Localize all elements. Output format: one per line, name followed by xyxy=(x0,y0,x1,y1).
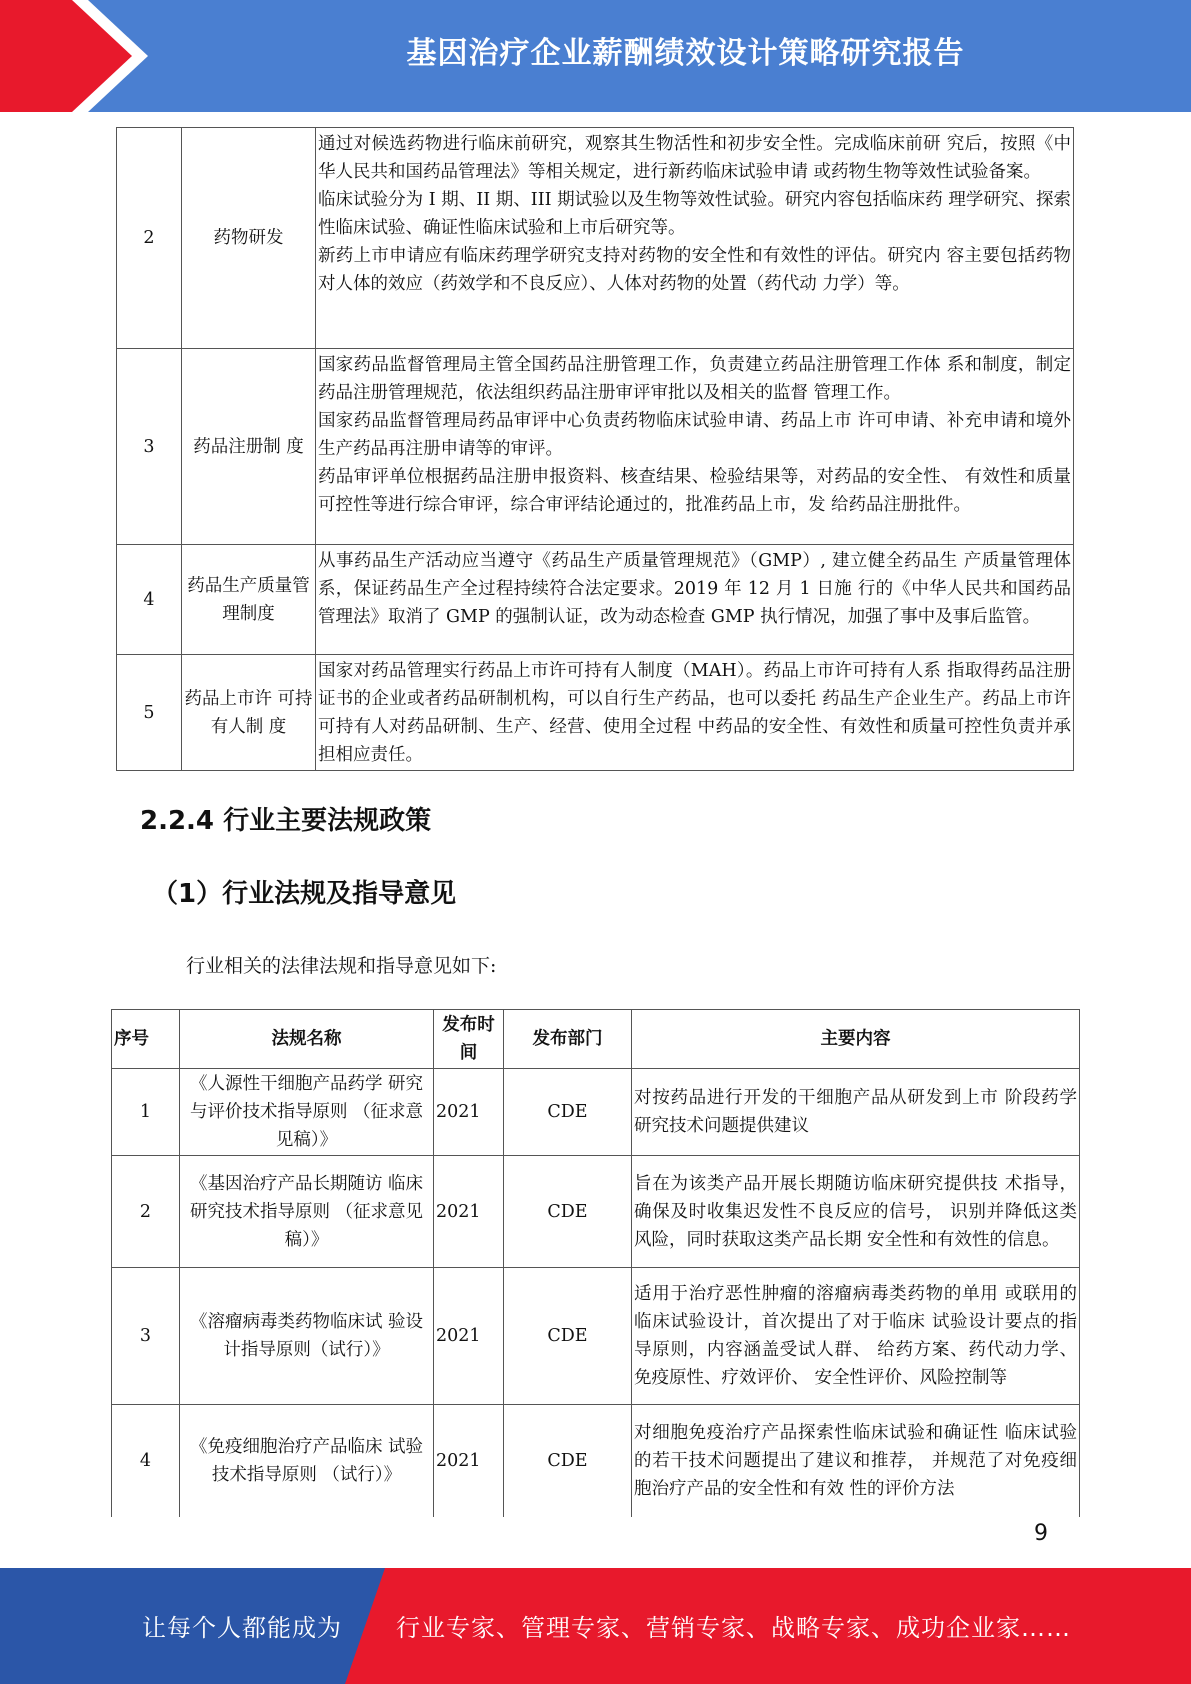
regulation-name: 《溶瘤病毒类药物临床试 验设计指导原则（试行）》 xyxy=(180,1268,434,1405)
publish-time: 2021 xyxy=(434,1268,504,1405)
table-row xyxy=(112,1268,1080,1405)
row-content xyxy=(316,128,1074,349)
paragraph: 国家对药品管理实行药品上市许可持有人制度（MAH）。药品上市许可持有人系 指取得药品注册证书的企业或者药品研制机构，可以自行生产药品，也可以委托 药品生产企业生产。药品上市许可持有人对药品研制、生产、经营、使用全过程 中药品的安全性、有效性和质量可控性负责并承担相应责任。 xyxy=(318,661,1071,765)
row-number: 3 xyxy=(112,1268,180,1405)
publish-time: 2021 xyxy=(434,1405,504,1517)
footer-slogan-right: 行业专家、管理专家、营销专家、战略专家、成功企业家…… xyxy=(396,1614,1071,1642)
header-no: 序号 xyxy=(112,1010,180,1069)
main-content: 对细胞免疫治疗产品探索性临床试验和确证性 临床试验的若干技术问题提出了建议和推荐， 并规范了对免疫细胞治疗产品的安全性和有效 性的评价方法 xyxy=(632,1405,1080,1517)
table-row xyxy=(117,128,1074,349)
page-header xyxy=(0,0,1191,112)
paragraph: 国家药品监督管理局药品审评中心负责药物临床试验申请、药品上市 许可申请、补充申请和境外生产药品再注册申请等的审评。 xyxy=(318,411,1071,459)
publish-time: 2021 xyxy=(434,1069,504,1156)
footer-slogan-left: 让每个人都能成为 xyxy=(142,1614,342,1642)
publisher: CDE xyxy=(504,1156,632,1268)
page-footer xyxy=(0,1568,1191,1684)
header-arrow-decoration xyxy=(0,0,150,112)
sub-heading: （1）行业法规及指导意见 xyxy=(152,879,457,909)
row-content xyxy=(316,349,1074,545)
intro-text: 行业相关的法律法规和指导意见如下: xyxy=(186,955,497,977)
regulation-name: 《免疫细胞治疗产品临床 试验技术指导原则 （试行）》 xyxy=(180,1405,434,1517)
paragraph: 新药上市申请应有临床药理学研究支持对药物的安全性和有效性的评估。研究内 容主要包括药物对人体的效应（药效学和不良反应）、人体对药物的处置（药代动 力学）等。 xyxy=(318,246,1071,294)
table-header-row xyxy=(112,1010,1080,1069)
regulations-list-table xyxy=(111,1009,1080,1517)
publisher: CDE xyxy=(504,1405,632,1517)
row-number: 5 xyxy=(117,655,182,771)
table-row xyxy=(112,1069,1080,1156)
row-number: 4 xyxy=(117,545,182,655)
row-number: 1 xyxy=(112,1069,180,1156)
table-row xyxy=(117,545,1074,655)
page-number: 9 xyxy=(1034,1521,1048,1546)
row-name: 药品注册制 度 xyxy=(182,349,316,545)
paragraph: 国家药品监督管理局主管全国药品注册管理工作，负责建立药品注册管理工作体 系和制度，制定药品注册管理规范，依法组织药品注册审评审批以及相关的监督 管理工作。 xyxy=(318,355,1071,403)
row-name: 药品生产质量管理制度 xyxy=(182,545,316,655)
table-row xyxy=(117,349,1074,545)
row-content xyxy=(316,655,1074,771)
paragraph: 临床试验分为 I 期、II 期、III 期试验以及生物等效性试验。研究内容包括临床药 理学研究、探索性临床试验、确证性临床试验和上市后研究等。 xyxy=(318,190,1071,238)
paragraph: 通过对候选药物进行临床前研究，观察其生物活性和初步安全性。完成临床前研 究后，按照《中华人民共和国药品管理法》等相关规定，进行新药临床试验申请 或药物生物等效性试验备案。 xyxy=(318,134,1071,182)
row-number: 4 xyxy=(112,1405,180,1517)
main-content: 适用于治疗恶性肿瘤的溶瘤病毒类药物的单用 或联用的临床试验设计，首次提出了对于临床 试验设计要点的指导原则，内容涵盖受试人群、 给药方案、药代动力学、免疫原性、疗效评价、 安全性评价、风险控制等 xyxy=(632,1268,1080,1405)
row-content xyxy=(316,545,1074,655)
main-content: 对按药品进行开发的干细胞产品从研发到上市 阶段药学研究技术问题提供建议 xyxy=(632,1069,1080,1156)
table-row xyxy=(112,1405,1080,1517)
row-name: 药物研发 xyxy=(182,128,316,349)
header-name: 法规名称 xyxy=(180,1010,434,1069)
table-row xyxy=(112,1156,1080,1268)
regulation-name: 《人源性干细胞产品药学 研究与评价技术指导原则 （征求意见稿）》 xyxy=(180,1069,434,1156)
paragraph: 从事药品生产活动应当遵守《药品生产质量管理规范》（GMP）, 建立健全药品生 产质量管理体系，保证药品生产全过程持续符合法定要求。2019 年 12 月 1 日施 行的《中华人民共和国药品管理法》取消了 GMP 的强制认证，改为动态检查 GMP 执行情况，加强了事中及事后监管。 xyxy=(318,551,1071,627)
row-number: 3 xyxy=(117,349,182,545)
publisher: CDE xyxy=(504,1069,632,1156)
row-name: 药品上市许 可持有人制 度 xyxy=(182,655,316,771)
paragraph: 药品审评单位根据药品注册申报资料、核查结果、检验结果等，对药品的安全性、 有效性和质量可控性等进行综合审评，综合审评结论通过的，批准药品上市，发 给药品注册批件。 xyxy=(318,467,1071,515)
publish-time: 2021 xyxy=(434,1156,504,1268)
regulation-system-table xyxy=(116,127,1074,771)
header-time: 发布时间 xyxy=(434,1010,504,1069)
section-heading: 2.2.4 行业主要法规政策 xyxy=(140,806,432,836)
row-number: 2 xyxy=(117,128,182,349)
header-content: 主要内容 xyxy=(632,1010,1080,1069)
regulation-name: 《基因治疗产品长期随访 临床研究技术指导原则 （征求意见稿）》 xyxy=(180,1156,434,1268)
header-dept: 发布部门 xyxy=(504,1010,632,1069)
table-row xyxy=(117,655,1074,771)
main-content: 旨在为该类产品开展长期随访临床研究提供技 术指导，确保及时收集迟发性不良反应的信号， 识别并降低这类风险，同时获取这类产品长期 安全性和有效性的信息。 xyxy=(632,1156,1080,1268)
publisher: CDE xyxy=(504,1268,632,1405)
row-number: 2 xyxy=(112,1156,180,1268)
report-title: 基因治疗企业薪酬绩效设计策略研究报告 xyxy=(406,36,965,71)
